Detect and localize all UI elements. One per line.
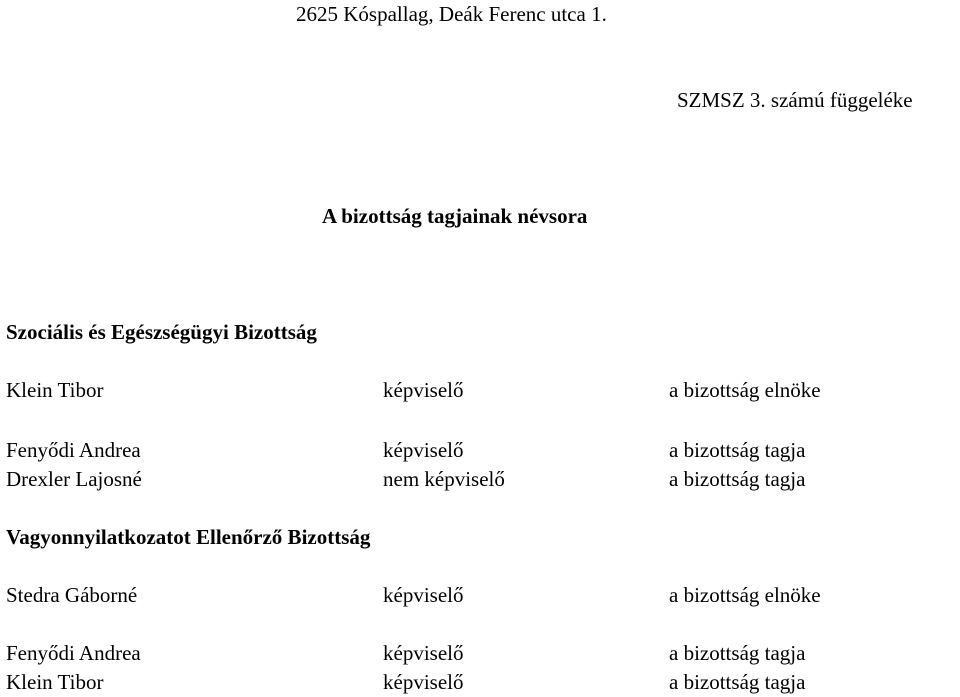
committee-title-social: Szociális és Egészségügyi Bizottság	[6, 320, 317, 344]
member-position: a bizottság tagja	[669, 467, 806, 491]
member-row	[0, 670, 960, 694]
member-row	[0, 438, 960, 462]
member-position: a bizottság elnöke	[669, 583, 821, 607]
member-name: Stedra Gáborné	[6, 583, 138, 607]
member-name: Drexler Lajosné	[6, 467, 142, 491]
member-row	[0, 583, 960, 607]
member-row	[0, 467, 960, 491]
member-name: Klein Tibor	[6, 670, 104, 694]
member-name: Fenyődi Andrea	[6, 641, 141, 665]
member-position: a bizottság tagja	[669, 438, 806, 462]
member-name: Klein Tibor	[6, 378, 104, 402]
member-position: a bizottság elnöke	[669, 378, 821, 402]
document-title: A bizottság tagjainak névsora	[322, 204, 588, 228]
member-role: képviselő	[383, 583, 464, 607]
member-role: képviselő	[383, 378, 464, 402]
member-role: képviselő	[383, 670, 464, 694]
appendix-label: SZMSZ 3. számú függeléke	[677, 88, 913, 112]
member-position: a bizottság tagja	[669, 670, 806, 694]
header-address: 2625 Kóspallag, Deák Ferenc utca 1.	[296, 2, 607, 26]
member-name: Fenyődi Andrea	[6, 438, 141, 462]
member-position: a bizottság tagja	[669, 641, 806, 665]
member-row	[0, 641, 960, 665]
member-row	[0, 378, 960, 402]
member-role: képviselő	[383, 641, 464, 665]
member-role: nem képviselő	[383, 467, 505, 491]
member-role: képviselő	[383, 438, 464, 462]
committee-title-asset-declaration: Vagyonnyilatkozatot Ellenőrző Bizottság	[6, 525, 371, 549]
